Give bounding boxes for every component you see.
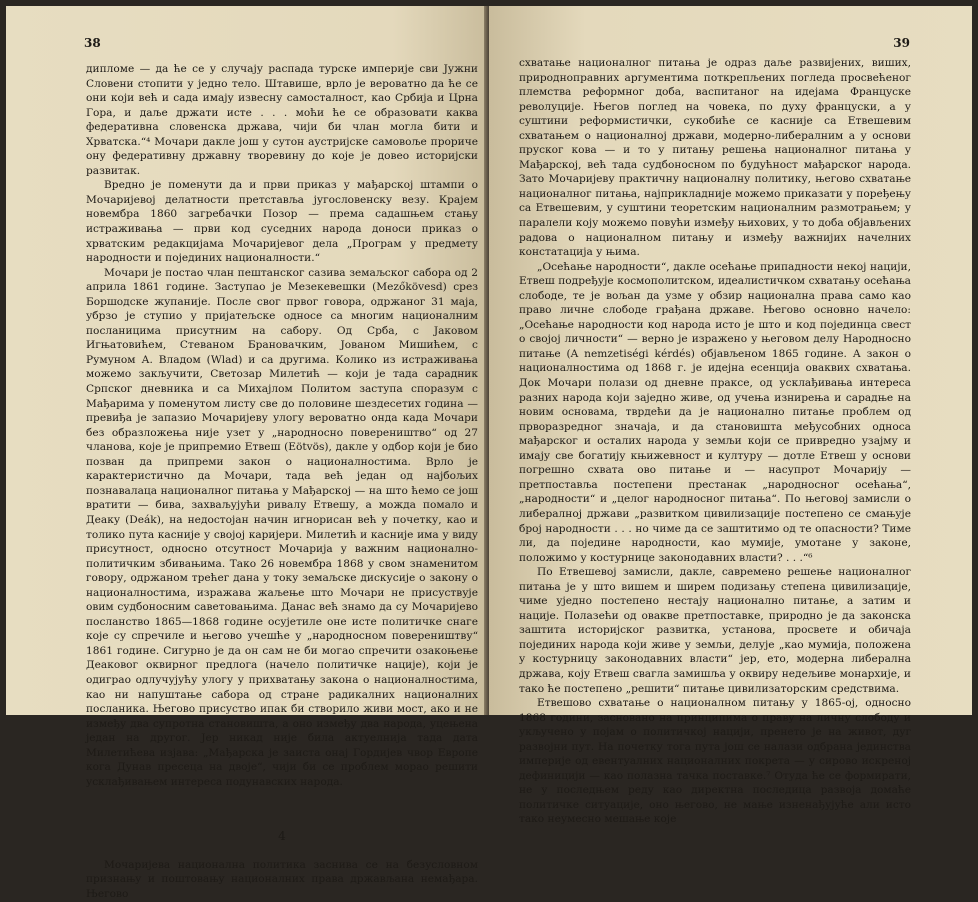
section-number: 4 [278,829,286,844]
paragraph: Вредно је поменути да и први приказ у мађарској штампи о Мочаријевој делатности претставља југословенску везу. Крајем новембра 1860 загребачки Позор — према садашњем стању истраживања — први код суседних народа доноси приказ о хрватским редакцијама Мочаријевог дела „Програм у предмету народности и појединих националности.“ [86,179,478,265]
paragraph: Етвешово схватање о националном питању у 1865-ој, односно 1868 години, засновано на принципима о праву на личну слободу и укључено у појам о политичкој нацији, пренето је на живот, дуг развојни пут. На почетку тога пута још се налази одбрана јединства империје од евентуалних националних покрета — у сирово искреној дефиницији — као полазна тачка поставке.⁷ Отуда ће се формирати, не у последњем реду као директна последица развоја домаће политичке ситуације, оно његово, не мање изненађујуће али исто тако неумесно мешање које [519,697,911,826]
paragraph: „Осећање народности“, дакле осећање припадности некој нацији, Етвеш подређује космополитском, идеалистичком схватању осећања слободе, те је вољан да узме у обзир национална права само као право личне слободе грађана државе. Његово основно начело: „Осећање народности код народа исто је што и код појединца свест о својој личности“ — верно је изражено у његовом делу Народносно питање (A nemzetiségi kérdés) објављеном 1865 године. А закон о националностима од 1868 г. је идејна есенција оваквих схватања. Док Мочари полази од дневне праксе, од усклађивања интереса разних народа који заједно живе, од учења изнирења и сарадње на новим основама, тврдећи да је национално питање проблем од прворазредног значаја, и да становишта међусобних односа мађарског и осталих народа у земљи који се привредно узајму и имају све богатију књижевност и културу — дотле Етвеш у основи погрешно схвата ово питање и — насупрот Мочарију — претпоставља постепени престанак „народносног осећања“, „народности“ и „целог народносног питања“. По његовој замисли о либералној држави „развитком цивилизације постепено се смањује број народности . . . но чиме да се заштитимо од те опасности? Тиме ли, да поједине народности, као мумије, умотане у законе, положимо у костурнице законодавних власти? . . .“⁶ [519,260,911,564]
left-page [6,6,489,900]
page-number: 38 [84,36,101,50]
right-page-text [519,56,911,827]
paragraph: Мочари је постао члан пештанског сазива земаљског сабора од 2 априла 1861 године. Заступао је Мезекевешки (Mezőkövesd) срез Боршодске жупаније. После свог првог говора, одржаног 31 маја, убрзо је ступио у пријатељске односе са многим националним посланицима присутним на сабору. Од Срба, с Јаковом Игњатовићем, Стеваном Брановачким, Јованом Мишићем, с Румуном А. Владом (Wlad) и са другима. Колико из истраживања можемо закључити, Светозар Милетић — који је тада сарадник Српског дневника и са Михајлом Политом заступа споразум с Мађарима у поменутом листу све до половине шездесетих година — превиђа је запазио Мочаријеву улогу вероватно онда када Мочари без образложења није узет у „народносно повереништво“ од 27 чланова, које је припремио Етвеш (Eötvös), дакле у одбор који је био позван да припреми закон о националностима. Врло је карактеристично да Мочари, тада већ један од најбољих познавалаца националног питања у Мађарској — на што ћемо се још вратити — бива, захваљујући ривалу Етвешу, а можда помало и Деаку (Deák), на недостојан начин игнорисан већ у почетку, као и толико пута касније у својој каријери. Милетић и касније има у виду присутност, односно отсутност Мочарија у важним национално-политичким збивањима. Тако 26 новембра 1868 у свом знаменитом говору, одржаном трећег дана у току земаљске дискусије о закону о националностима, изражава жаљење што Мочари не присуствује овим судбоносним саветовањима. Данас већ знамо да су Мочаријево посланство 1865—1868 године осујетиле оне исте политичке снаге које су спречиле и његово учешће у „народносном повереништву“ 1861 године. Сигурно је да он сам не би могао спречити озакоњење Деаковог оквирног предлога (начело политичке нације), који је одиграо одлучујућу улогу у прихватању закона о националностима, као ни напуштање сабора од стране радикалних националних посланика. Његово присуство ипак би створило живи мост, ако и не између два супротна становишта, а оно између два народа, уцењена један на другог. Јер никад није била актуелнија тада дата Милетићева изјава: „Мађарска је заиста онај Гордијев чвор Европе кога Дунав пресеца на двоје“, чији би се проблем морао решити усклађивањем интереса подунавских народа. [86,266,478,788]
book-spread [6,6,972,900]
paragraph: дипломе — да ће се у случају распада турске империје сви Јужни Словени стопити у једно тело. Штавише, врло је вероватно да ће се они који већ и сада имају извесну самосталност, као Србија и Црна Гора, и даље држати исте . . . моћи ће се образовати каква федеративна словенска држава, чији би члан могла бити и Хрватска.“⁴ Мочари дакле још у сутон аустријске самовоље прориче ону федеративну државну творевину до које је довео историјски развитак. [86,63,478,177]
right-page [489,6,972,826]
paragraph: схватање националног питања је одраз даље развијених, виших, природноправних аргументима поткрепљених погледа просвећеног племства реформног доба, васпитаног на идејама Француске револуције. Његов поглед на човека, по духу француски, а у суштини реформистички, сукобиће се касније са Етвешевим схватањем о националној држави, модерно-либералним а у основи пруског кова — и то у питању решења националног питања у Мађарској, већ тада судбоносном по будућност мађарског народа. Зато Мочаријеву практичну националну политику, његово схватање националног питања, најприкладније можемо приказати у поређењу са Етвешевим, у суштини теоретским националним размотрањем; у паралели коју можемо повући између њихових, у то доба објављених радова о националном питању и између важнијих начелних констатација у њима. [519,57,911,259]
page-number: 39 [893,36,910,50]
paragraph: Мочаријева национална политика заснива се на безусловном признању и поштовању националних права држављана немађара. Његово [86,858,478,900]
left-page-text [86,62,478,902]
paragraph: По Етвешевој замисли, дакле, савремено решење националног питања је у што вишем и ширем подизању степена цивилизације, чиме уједно постепено нестају национално питање, а затим и нације. Полазећи од овакве претпоставке, природно је да законска заштита историјског развитка, установа, просвете и обичаја појединих народа који живе у земљи, делује „као мумија, положена у костурницу законодавних власти“ јер, ето, модерна либерална држава, коју Етвеш сваглa замишља у оквиру недељиве монархије, и тако ће постепено „решити“ питање цивилизаторским средствима. [519,566,911,695]
